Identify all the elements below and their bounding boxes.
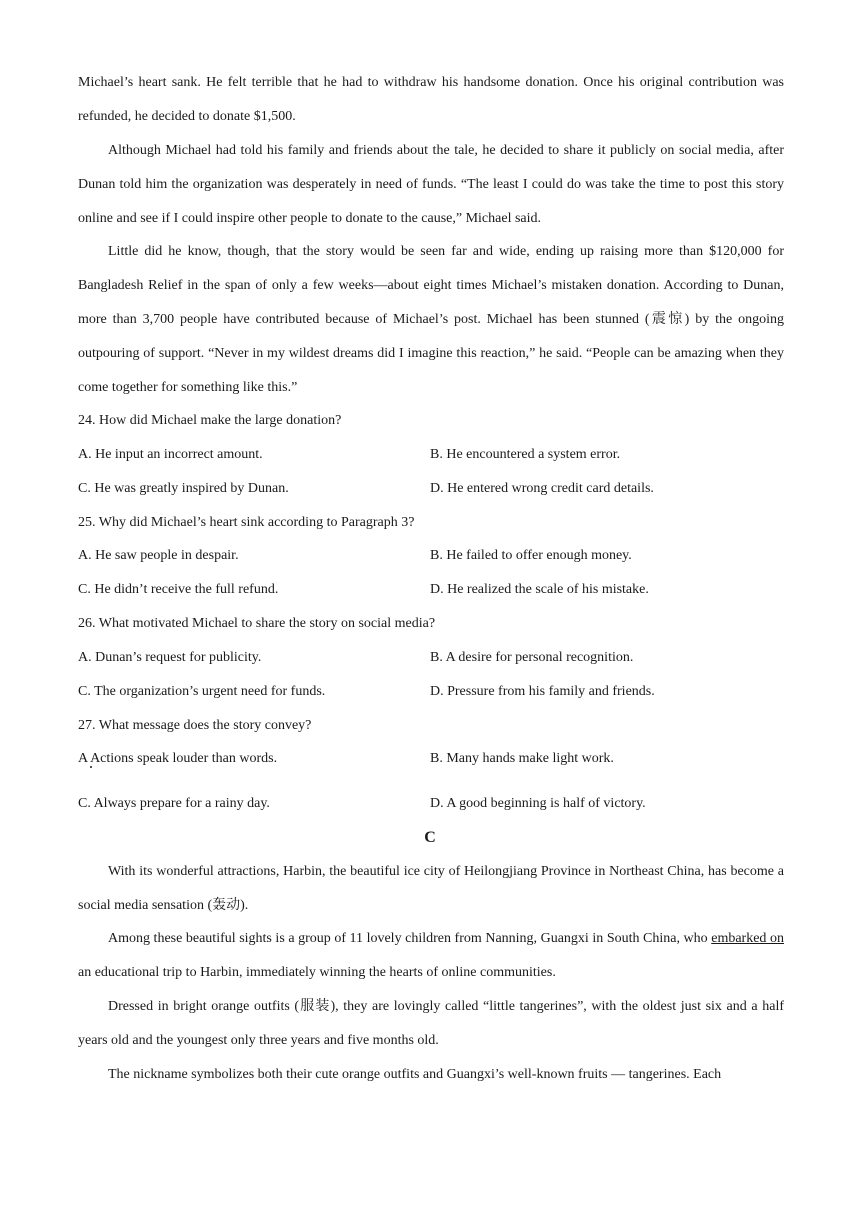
underlined-phrase: embarked on: [711, 931, 784, 946]
question-27-option-a: A Actions speak louder than words.: [78, 751, 278, 766]
question-26-option-c: C. The organization’s urgent need for funds.: [78, 684, 326, 699]
section-c-paragraph-3: Dressed in bright orange outfits (服装), they are lovingly called “little tangerines”, with the oldest just six and a half years old and the youngest only three years and five months old.: [78, 999, 784, 1048]
question-26-option-b: B. A desire for personal recognition.: [430, 650, 634, 665]
question-27-stem: 27. What message does the story convey?: [78, 718, 312, 733]
section-c-paragraph-2-text-after: an educational trip to Harbin, immediately winning the hearts of online communities.: [78, 965, 556, 980]
stray-dot-mark: [90, 766, 92, 768]
section-c-paragraph-2-text-before: Among these beautiful sights is a group of 11 lovely children from Nanning, Guangxi in South China, who: [108, 931, 712, 946]
question-25-option-d: D. He realized the scale of his mistake.: [430, 582, 649, 597]
passage-b-paragraph-2: Although Michael had told his family and friends about the tale, he decided to share it publicly on social media, after Dunan told him the organization was desperately in need of funds. “The least I could do was take the time to post this story online and see if I could inspire other people to donate to the cause,” Michael said.: [78, 143, 784, 226]
question-24-option-a: A. He input an incorrect amount.: [78, 447, 263, 462]
section-c-paragraph-1: With its wonderful attractions, Harbin, the beautiful ice city of Heilongjiang Province in Northeast China, has become a social media sensation (轰动).: [78, 864, 784, 913]
section-c-paragraph-4: The nickname symbolizes both their cute orange outfits and Guangxi’s well-known fruits — tangerines. Each: [108, 1067, 722, 1082]
question-25-option-b: B. He failed to offer enough money.: [430, 548, 632, 563]
question-26-option-a: A. Dunan’s request for publicity.: [78, 650, 262, 665]
section-c-heading: C: [424, 829, 436, 846]
section-c-paragraph-2: [78, 922, 784, 990]
question-25-option-c: C. He didn’t receive the full refund.: [78, 582, 279, 597]
question-25-stem: 25. Why did Michael’s heart sink according to Paragraph 3?: [78, 515, 415, 530]
question-26-stem: 26. What motivated Michael to share the story on social media?: [78, 616, 436, 631]
question-25-option-a: A. He saw people in despair.: [78, 548, 239, 563]
question-24-option-d: D. He entered wrong credit card details.: [430, 481, 654, 496]
passage-b-paragraph-3: Little did he know, though, that the story would be seen far and wide, ending up raising more than $120,000 for Bangladesh Relief in the span of only a few weeks—about eight times Michael’s mistaken donation. According to Dunan, more than 3,700 people have contributed because of Michael’s post. Michael has been stunned (震惊) by the ongoing outpouring of support. “Never in my wildest dreams did I imagine this reaction,” he said. “People can be amazing when they come together for something like this.”: [78, 244, 784, 395]
question-24-option-b: B. He encountered a system error.: [430, 447, 621, 462]
passage-b-paragraph-1: Michael’s heart sank. He felt terrible that he had to withdraw his handsome donation. Once his original contribution was refunded, he decided to donate $1,500.: [78, 75, 784, 124]
question-24-option-c: C. He was greatly inspired by Dunan.: [78, 481, 289, 496]
question-27-option-d: D. A good beginning is half of victory.: [430, 796, 646, 811]
question-24-stem: 24. How did Michael make the large donation?: [78, 413, 342, 428]
question-27-option-c: C. Always prepare for a rainy day.: [78, 796, 270, 811]
question-27-option-b: B. Many hands make light work.: [430, 751, 614, 766]
question-26-option-d: D. Pressure from his family and friends.: [430, 684, 655, 699]
